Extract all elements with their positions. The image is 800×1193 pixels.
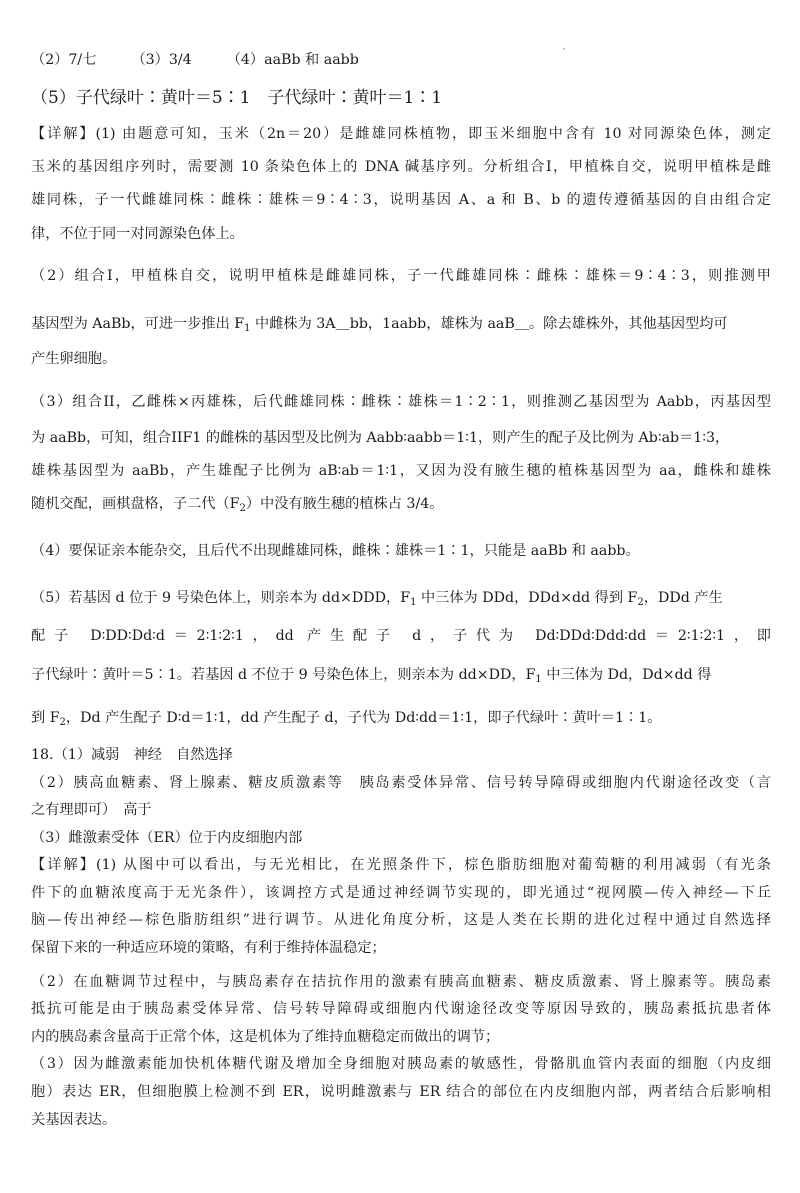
q18-answer-2: （2）胰高血糖素、肾上腺素、糖皮质激素等 胰岛素受体异常、信号转导障碍或细胞内代谢途径改变（言 bbox=[31, 775, 771, 791]
detail-3-line: 随机交配，画棋盘格，子二代$(F_2)$中没有腋生穗的植株占 3/4。 bbox=[31, 496, 444, 514]
detail-5-line: 到 $F_2$，Dd 产生配子 D∶d＝1∶1，dd 产生配子 d，子代为 Dd∶dd＝1∶1，即子代绿叶∶黄叶＝1∶1。 bbox=[31, 710, 662, 728]
q18-detail-2-line: 内的胰岛素含量高于正常个体，这是机体为了维持血糖稳定而做出的调节； bbox=[31, 1029, 500, 1045]
answer-2: （2）7/七 bbox=[31, 52, 97, 68]
answer-4: （4）aaBb 和 aabb bbox=[226, 52, 359, 68]
q18-detail-3-line: 胞）表达 ER，但细胞膜上检测不到 ER，说明雌激素与 ER 结合的部位在内皮细胞内部，两者结合后影响相 bbox=[31, 1084, 771, 1100]
detail-2-line: 基因型为 AaBb，可进一步推出 $F_1$ 中雌株为 3A＿bb，1aabb，雄株为 aaB＿。除去雄株外，其他基因型均可 bbox=[31, 316, 728, 334]
detail-4-line: （4）要保证亲本能杂交，且后代不出现雌雄同株，雌株∶雄株＝1∶1，只能是 aaBb 和 aabb。 bbox=[31, 543, 640, 559]
detail-3-line: 雄株基因型为 aaBb，产生雄配子比例为 aB∶ab＝1∶1，又因为没有腋生穗的植株基因型为 aa，雌株和雄株 bbox=[31, 463, 771, 479]
answer-3: （3）3/4 bbox=[131, 52, 192, 68]
q18-detail-1-line: 【详解】(1) 从图中可以看出，与无光相比，在光照条件下，棕色脂肪细胞对葡萄糖的利用减弱（有光条 bbox=[31, 857, 771, 873]
q18-detail-1-line: 脑—传出神经—棕色脂肪组织”进行调节。从进化角度分析，这是人类在长期的进化过程中通过自然选择 bbox=[31, 912, 771, 928]
detail-5-line: （5）若基因 d 位于 9 号染色体上，则亲本为 dd×DDD，$F_1$ 中三体为 DDd，DDd×dd 得到 $F_2$，DDd 产生 bbox=[31, 590, 723, 608]
detail-1-line: 律，不位于同一对同源染色体上。 bbox=[31, 226, 244, 242]
detail-1-line: 雄同株，子一代雌雄同株∶雌株∶雄株＝9∶4∶3，说明基因 A、a 和 B、b 的遗传遵循基因的自由组合定 bbox=[31, 192, 771, 208]
detail-1-line: 【详解】(1) 由题意可知，玉米（2n＝20）是雌雄同株植物，即玉米细胞中含有 10 对同源染色体，测定 bbox=[31, 126, 771, 142]
q18-answer-1: 18.（1）减弱 神经 自然选择 bbox=[31, 747, 233, 763]
q18-answer-3: （3）雌激素受体（ER）位于内皮细胞内部 bbox=[31, 830, 303, 846]
q18-detail-3-line: （3）因为雌激素能加快机体糖代谢及增加全身细胞对胰岛素的敏感性，骨骼肌血管内表面的细胞（内皮细 bbox=[31, 1056, 771, 1072]
q18-detail-2-line: 抵抗可能是由于胰岛素受体异常、信号转导障碍或细胞内代谢途径改变等原因导致的，胰岛素抵抗患者体 bbox=[31, 1001, 771, 1017]
q18-detail-3-line: 关基因表达。 bbox=[31, 1112, 117, 1128]
q18-detail-1-line: 保留下来的一种适应环境的策略，有利于维持体温稳定； bbox=[31, 940, 386, 956]
q18-detail-2-line: （2）在血糖调节过程中，与胰岛素存在拮抗作用的激素有胰高血糖素、糖皮质激素、肾上腺素等。胰岛素 bbox=[31, 974, 771, 990]
detail-3-line: 为 aaBb，可知，组合IIF1 的雌株的基因型及比例为 Aabb∶aabb＝1∶1，则产生的配子及比例为 Ab∶ab＝1∶3， bbox=[31, 430, 730, 446]
detail-5-line: 子代绿叶∶黄叶＝5∶1。若基因 d 不位于 9 号染色体上，则亲本为 dd×DD，$F_1$ 中三体为 Dd，Dd×dd 得 bbox=[31, 667, 712, 685]
answer-row bbox=[31, 50, 771, 70]
answer-5: （5）子代绿叶∶黄叶＝5∶1 子代绿叶∶黄叶＝1∶1 bbox=[31, 88, 443, 108]
q18-detail-1-line: 件下的血糖浓度高于无光条件），该调控方式是通过神经调节实现的，即光通过“视网膜—传入神经—下丘 bbox=[31, 885, 771, 901]
detail-5-line: 配子 D∶DD∶Dd∶d＝2∶1∶2∶1，dd 产生配子 d，子代为 Dd∶DDd∶Ddd∶dd＝2∶1∶2∶1，即 bbox=[31, 628, 771, 644]
detail-3-line: （3）组合II，乙雌株×丙雄株，后代雌雄同株∶雌株∶雄株＝1∶2∶1，则推测乙基因型为 Aabb，丙基因型 bbox=[31, 394, 771, 410]
detail-1-line: 玉米的基因组序列时，需要测 10 条染色体上的 DNA 碱基序列。分析组合I，甲植株自交，说明甲植株是雌 bbox=[31, 159, 771, 175]
detail-2-line: 产生卵细胞。 bbox=[31, 351, 117, 367]
q18-answer-2: 之有理即可） 高于 bbox=[31, 802, 152, 818]
detail-2-line: （2）组合I，甲植株自交，说明甲植株是雌雄同株，子一代雌雄同株∶雌株∶雄株＝9∶4∶3，则推测甲 bbox=[31, 268, 771, 284]
